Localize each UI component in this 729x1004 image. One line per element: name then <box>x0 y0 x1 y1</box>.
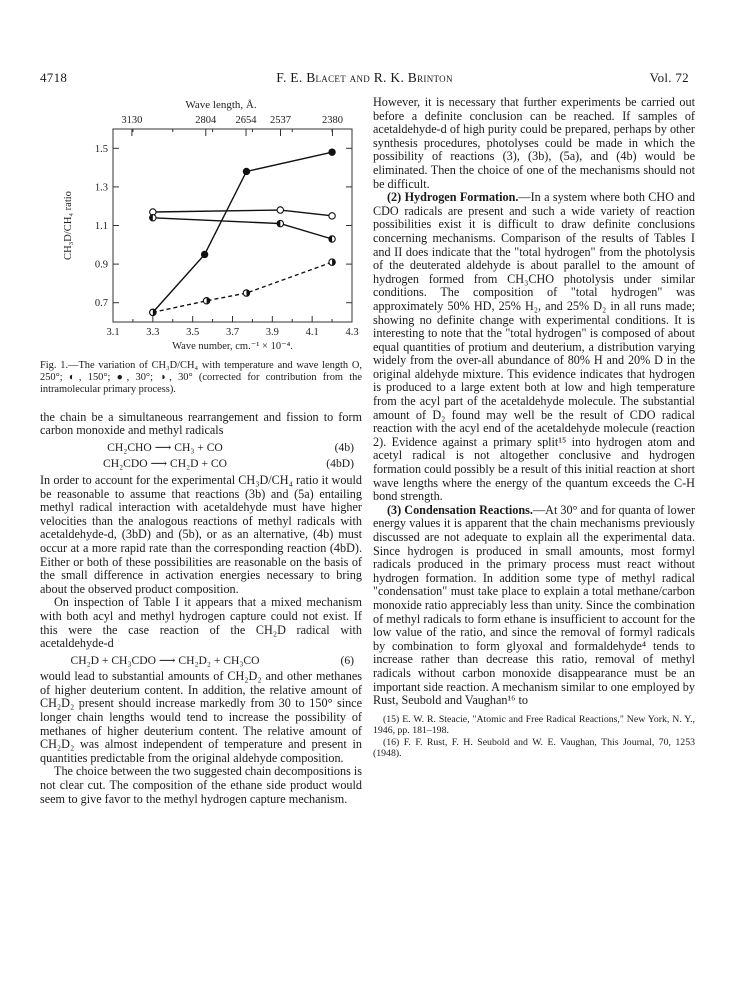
left-paragraph-2: In order to account for the experimental CH₃D/CH₄ ratio it would be reasonable to assume that reactions (3b) and (5a) entailing methyl radical interaction with acetaldehyde must have higher velocities than the analogous reactions of methyl radicals with acetaldehyde-d, (3bD) and (5b), or as an alternative, (4b) must occur at a more rapid rate than the corresponding reaction (4bD). Either or both of these possibilities are reasonable on the basis of the small difference in activation energies necessary to bring about the observed product composition. <box>40 472 362 596</box>
top-tick-label: 2380 <box>321 115 343 126</box>
series-4-line <box>153 262 332 312</box>
left-paragraph-1: the chain be a simultaneous rearrangement and fission to form carbon monoxide and methyl radicals <box>40 409 362 438</box>
series-1-line <box>153 210 332 216</box>
section-condensation-reactions <box>373 504 695 708</box>
y-tick-label: 0.9 <box>94 259 108 271</box>
equation-4bd <box>40 457 362 471</box>
x-tick-label: 3.9 <box>265 327 279 338</box>
section-body-condensation: —At 30° and for quanta of lower energy values it is apparent that the chain mechanisms previously discussed are not adequate to explain all the experimental data. Since hydrogen is produced in small amounts, most formyl radicals produced in the primary process must react without hydrogen formation. In addition some type of methyl radical "condensation" must take place to explain a total methane/carbon monoxide ratio appreciably less than unity. Since the combination of methyl radicals to form ethane is insufficient to account for the low value of the ratio, and since the removal of formyl radicals by combination to form glyoxal and formaldehyde⁴ tends to increase rather than decrease this ratio, removal of methyl radicals without carbon monoxide disappearance must be an important side reaction. A mechanism similar to one employed by Rust, Seubold and Vaughan¹⁶ to <box>373 502 695 708</box>
y-tick-label: 1.1 <box>94 221 108 232</box>
footnotes <box>373 714 695 760</box>
x-tick-label: 4.1 <box>305 327 319 338</box>
y-tick-label: 1.3 <box>94 182 108 194</box>
top-tick-label: 2537 <box>269 115 291 126</box>
section-body-hydrogen: —In a system where both CHO and CDO radicals are present and such a wide variety of reaction possibilities exist it is difficult to draw definite conclusions concerning mechanisms. Comparison of the results of Tables I and II does indicate that the "total hydrogen" from the photolysis of the deuterated aldehyde is about parallel to the amount of hydrogen formed from CH₃CHO photolysis under similar conditions. The composition of "total hydrogen" was approximately 50% HD, 25% H₂, and 25% D₂ in all runs made; showing no definite change with experimental conditions. It is interesting to note that the "total hydrogen" is composed of about equal quantities of protium and deuterium, a distribution varying widely from the over-all abundance of 80% H and 20% D in the original aldehyde mixture. This evidence indicates that hydrogen is produced to a large extent both at low and high temperature from the acyl part of the acetaldehyde molecule. The substantial amount of D₂ found may well be the result of CDO radical reaction with the acyl end of the acetaldehyde molecule (reaction 2). Evidence against a primary split¹⁵ into hydrogen atom and acetyl radical is not altogether conclusive and hydrogen formation could possibly be a result of this initial reaction at short wave lengths where the energy of the quantum exceeds the C-H bond strength. <box>373 190 695 504</box>
right-column <box>373 96 695 759</box>
section-heading-hydrogen: (2) Hydrogen Formation. <box>387 190 519 205</box>
series-3-point <box>243 168 249 174</box>
top-tick-label: 2804 <box>195 115 217 126</box>
equation-4b-number: (4b) <box>334 440 354 454</box>
left-paragraph-5: The choice between the two suggested chain decompositions is not clear cut. The composition of the ethane side product would seem to give favor to the methyl hydrogen capture mechanism. <box>40 764 362 806</box>
section-heading-condensation: (3) Condensation Reactions. <box>387 502 533 517</box>
right-paragraph-1: However, it is necessary that further experiments be carried out before a definite conclusion can be reached. If samples of acetaldehyde-d of high purity could be prepared, perhaps by other synthesis procedures, photolyses could be made in which the possibility of reactions (3), (3b), (5a), and (4b) would be eliminated. Then the choice of one of the mechanisms should not be difficult. <box>373 95 695 191</box>
series-1-point <box>277 207 283 213</box>
x-tick-label: 3.7 <box>225 327 240 338</box>
series-2-line <box>153 218 332 239</box>
top-axis-title: Wave length, Å. <box>185 99 257 111</box>
x-tick-label: 3.5 <box>186 327 200 338</box>
left-column <box>40 96 362 806</box>
series-1-point <box>329 213 335 219</box>
x-tick-label: 3.3 <box>146 327 160 338</box>
page-number: 4718 <box>40 70 68 85</box>
series-3-point <box>201 251 207 257</box>
volume-label: Vol. 72 <box>649 70 689 85</box>
equation-6-number: (6) <box>340 653 354 667</box>
footnote-16: (16) F. F. Rust, F. H. Seubold and W. E. Vaughan, This Journal, 70, 1253 (1948). <box>373 736 695 759</box>
footnote-15: (15) E. W. R. Steacie, "Atomic and Free Radical Reactions," New York, N. Y., 1946, pp. 181–198. <box>373 713 695 737</box>
x-tick-label: 4.3 <box>345 327 359 338</box>
plot-frame <box>113 129 352 322</box>
y-tick-label: 1.5 <box>94 143 108 155</box>
x-tick-label: 3.1 <box>106 327 120 338</box>
top-tick-label: 3130 <box>121 115 143 126</box>
equation-4b-expression: CH₂CHO ⟶ CH₃ + CO <box>107 440 223 454</box>
equation-4bd-number: (4bD) <box>326 457 354 471</box>
left-paragraph-3: On inspection of Table I it appears that a mixed mechanism with both acyl and methyl hydrogen capture could not exist. If this were the case reaction of the CH₂D radical with acetaldehyde-d <box>40 595 362 651</box>
equation-4bd-expression: CH₂CDO ⟶ CH₂D + CO <box>102 457 227 471</box>
top-tick-label: 2654 <box>235 115 257 126</box>
figure-caption: Fig. 1.—The variation of CH₃D/CH₄ with temperature and wave length O, 250°; ◐, 150°; ●, 30°; ◑, 30° (corrected for contribution from the intramolecular primary process). <box>40 360 362 396</box>
equation-4b <box>40 441 362 455</box>
y-tick-label: 0.7 <box>94 298 108 310</box>
ratio-chart <box>40 96 362 356</box>
figure-1 <box>40 96 362 356</box>
equation-6-expression: CH₂D + CH₃CDO ⟶ CH₂D₂ + CH₃CO <box>70 653 260 667</box>
series-3-point <box>329 149 335 155</box>
running-header-authors: F. E. Blacet and R. K. Brinton <box>276 70 453 85</box>
y-axis-label: CH₃D/CH₄ ratio <box>63 191 74 260</box>
equation-6 <box>40 654 362 668</box>
x-axis-label: Wave number, cm.⁻¹ × 10⁻⁴. <box>172 341 293 352</box>
series-3-line <box>153 152 332 312</box>
left-paragraph-4: would lead to substantial amounts of CH₂D₂ and other methanes of higher deuterium content. In addition, the relative amount of CH₂D₂ present should increase markedly from 30 to 150° since longer chain lengths would tend to increase the possibility of methanes of higher deuterium content. The relative amount of CH₂D₂ was almost independent of temperature and present in quantities predictable from the original aldehyde composition. <box>40 669 362 765</box>
section-hydrogen-formation <box>373 191 695 504</box>
